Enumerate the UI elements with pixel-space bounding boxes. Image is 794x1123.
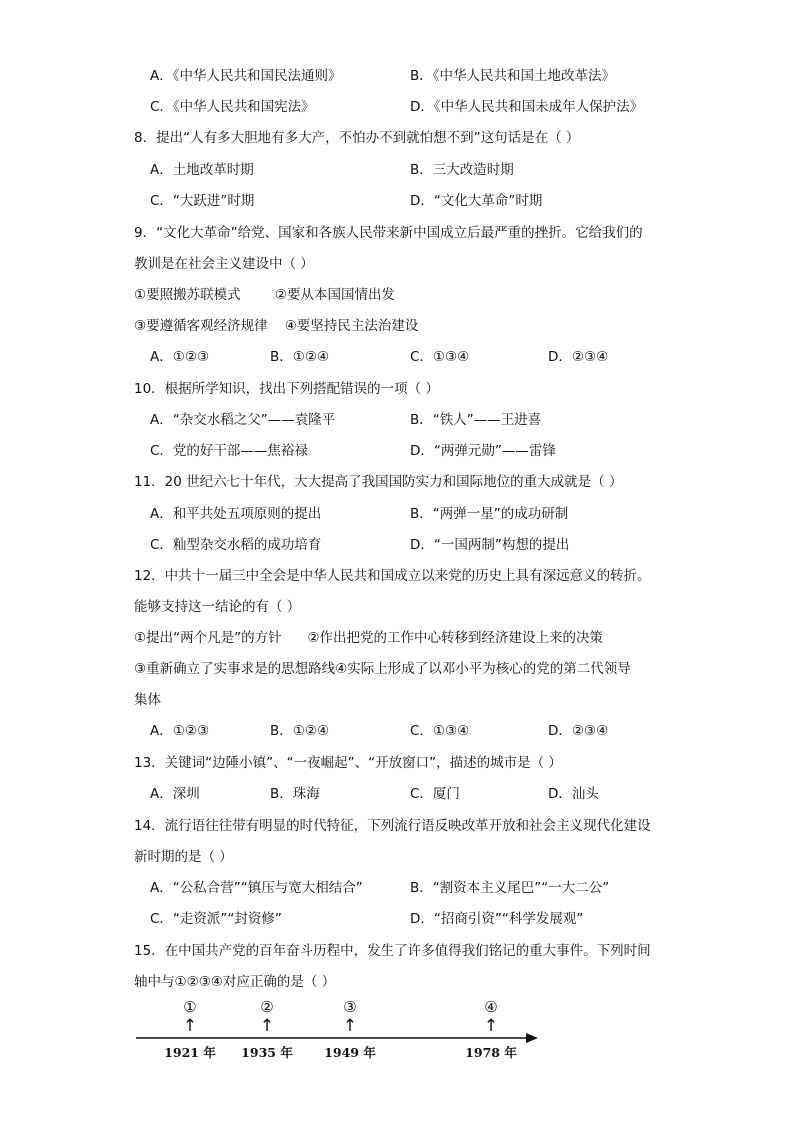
q12-option-d: D．②③④ (548, 723, 609, 739)
q12-statements-line1: ①提出“两个凡是”的方针 ②作出把党的工作中心转移到经济建设上来的决策 (134, 630, 603, 646)
q12-option-c: C．①③④ (410, 723, 470, 739)
timeline-year-4: 1978 年 (465, 1045, 517, 1060)
q13-option-a: A．深圳 (150, 786, 200, 802)
q9-stem-line1: 9．“文化大革命”给党、国家和各族人民带来新中国成立后最严重的挫折。它给我们的 (134, 225, 643, 241)
q11-option-b: B．“两弹一星”的成功研制 (410, 506, 569, 522)
q10-option-d: D．“两弹元勋”——雷锋 (410, 443, 556, 459)
q9-statements-line1: ①要照搬苏联模式 ②要从本国国情出发 (134, 287, 396, 303)
q15-stem-line1: 15．在中国共产党的百年奋斗历程中，发生了许多值得我们铭记的重大事件。下列时间 (134, 943, 651, 959)
q12-option-a: A．①②③ (150, 723, 210, 739)
timeline-up-arrow-3: ↑ (342, 1016, 358, 1036)
q12-stem-line2: 能够支持这一结论的有（ ） (134, 599, 301, 615)
q12-option-b: B．①②④ (270, 723, 330, 739)
q9-option-c: C．①③④ (410, 349, 470, 365)
q15-stem-line2: 轴中与①②③④对应正确的是（ ） (134, 974, 336, 990)
timeline-mark-2: ② (260, 998, 274, 1016)
timeline-mark-1: ① (183, 998, 197, 1016)
q13-option-c: C．厦门 (410, 786, 460, 802)
q8-option-c: C．“大跃进”时期 (150, 193, 255, 209)
q7-option-b: B．《中华人民共和国土地改革法》 (410, 68, 616, 84)
q8-stem: 8．提出“人有多大胆地有多大产，不怕办不到就怕想不到”这句话是在（ ） (134, 130, 580, 146)
q8-option-a: A．土地改革时期 (150, 162, 254, 178)
q7-option-a: A．《中华人民共和国民法通则》 (150, 68, 342, 84)
timeline-year-2: 1935 年 (241, 1045, 293, 1060)
q12-statements-line2: ③重新确立了实事求是的思想路线④实际上形成了以邓小平为核心的党的第二代领导 (134, 661, 631, 677)
q11-option-a: A．和平共处五项原则的提出 (150, 506, 322, 522)
timeline-mark-4: ④ (484, 998, 498, 1016)
timeline-mark-3: ③ (343, 998, 357, 1016)
q14-stem-line1: 14．流行语往往带有明显的时代特征，下列流行语反映改革开放和社会主义现代化建设 (134, 818, 651, 834)
timeline-year-1: 1921 年 (164, 1045, 216, 1060)
q14-option-c: C．“走资派”“封资修” (150, 911, 282, 927)
q9-statements-line2: ③要遵循客观经济规律 ④要坚持民主法治建设 (134, 318, 419, 334)
q13-stem: 13．关键词“边陲小镇”、“一夜崛起”、“开放窗口”，描述的城市是（ ） (134, 755, 562, 771)
q10-option-b: B．“铁人”——王进喜 (410, 412, 542, 428)
q11-option-c: C．籼型杂交水稻的成功培育 (150, 537, 322, 553)
q8-option-d: D．“文化大革命”时期 (410, 193, 543, 209)
q7-option-c: C．《中华人民共和国宪法》 (150, 99, 315, 115)
q9-stem-line2: 教训是在社会主义建设中（ ） (134, 256, 314, 272)
q9-option-d: D．②③④ (548, 349, 609, 365)
q8-option-b: B．三大改造时期 (410, 162, 514, 178)
q10-option-a: A．“杂交水稻之父”——袁隆平 (150, 412, 336, 428)
q14-stem-line2: 新时期的是（ ） (134, 849, 233, 865)
q15-timeline (130, 996, 550, 1066)
q14-option-d: D．“招商引资”“科学发展观” (410, 911, 584, 927)
q7-option-d: D．《中华人民共和国未成年人保护法》 (410, 99, 644, 115)
q14-option-a: A．“公私合营”“镇压与宽大相结合” (150, 880, 363, 896)
q12-stem-line1: 12．中共十一届三中全会是中华人民共和国成立以来党的历史上具有深远意义的转折。 (134, 568, 651, 584)
q14-option-b: B．“割资本主义尾巴”“一大二公” (410, 880, 610, 896)
timeline-up-arrow-1: ↑ (182, 1016, 198, 1036)
q11-option-d: D．“一国两制”构想的提出 (410, 537, 570, 553)
timeline-up-arrow-2: ↑ (259, 1016, 275, 1036)
q9-option-a: A．①②③ (150, 349, 210, 365)
timeline-up-arrow-4: ↑ (483, 1016, 499, 1036)
q10-stem: 10．根据所学知识，找出下列搭配错误的一项（ ） (134, 381, 439, 397)
timeline-year-3: 1949 年 (324, 1045, 376, 1060)
q13-option-b: B．珠海 (270, 786, 320, 802)
q11-stem: 11．20 世纪六七十年代，大大提高了我国国防实力和国际地位的重大成就是（ ） (134, 474, 623, 490)
timeline-arrowhead (526, 1033, 538, 1043)
q10-option-c: C．党的好干部——焦裕禄 (150, 443, 308, 459)
q13-option-d: D．汕头 (548, 786, 599, 802)
q9-option-b: B．①②④ (270, 349, 330, 365)
q12-statements-line3: 集体 (134, 692, 161, 708)
